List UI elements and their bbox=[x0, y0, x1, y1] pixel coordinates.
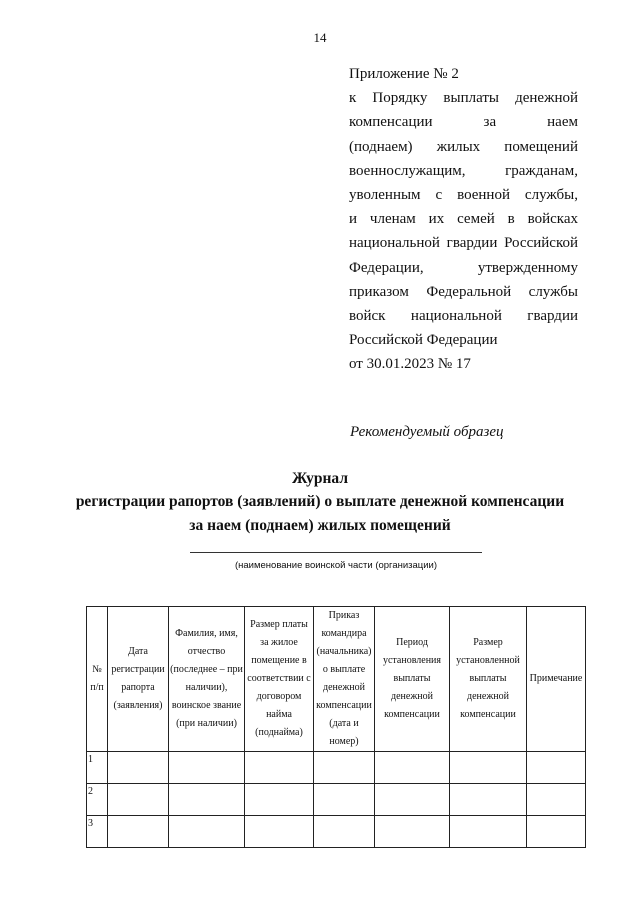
table-row bbox=[87, 816, 586, 848]
column-header-order: Приказ командира (начальника) о выплате денежной компенсации (дата и номер) bbox=[314, 607, 375, 752]
table-header-row bbox=[87, 607, 586, 752]
appendix-line: уволенным с военной службы, bbox=[349, 187, 578, 204]
table-cell bbox=[245, 784, 314, 816]
table-cell bbox=[314, 816, 375, 848]
table-cell bbox=[527, 752, 586, 784]
journal-title: Журнал bbox=[291, 470, 349, 487]
column-header-note: Примечание bbox=[527, 607, 586, 752]
appendix-line: Федерации, утвержденному bbox=[349, 259, 578, 276]
row-number: 1 bbox=[87, 752, 108, 784]
appendix-line: к Порядку выплаты денежной bbox=[349, 90, 578, 107]
table-cell bbox=[108, 752, 169, 784]
table-cell bbox=[450, 752, 527, 784]
table-cell bbox=[314, 752, 375, 784]
table-cell bbox=[375, 784, 450, 816]
column-header-date: Дата регистрации рапорта (заявления) bbox=[108, 607, 169, 752]
appendix-line: военнослужащим, гражданам, bbox=[349, 162, 578, 179]
table-row bbox=[87, 784, 586, 816]
column-header-rent: Размер платы за жилое помещение в соответствии с договором найма (поднайма) bbox=[245, 607, 314, 752]
appendix-line: и членам их семей в войсках bbox=[349, 211, 578, 228]
appendix-line: войск национальной гвардии bbox=[349, 308, 578, 325]
appendix-line: (поднаем) жилых помещений bbox=[349, 138, 578, 155]
appendix-line: национальной гвардии Российской bbox=[349, 235, 578, 252]
table-cell bbox=[245, 752, 314, 784]
row-number: 3 bbox=[87, 816, 108, 848]
appendix-line: компенсации за наем bbox=[349, 114, 578, 131]
journal-subtitle-line: за наем (поднаем) жилых помещений bbox=[189, 517, 451, 534]
journal-subtitle-line: регистрации рапортов (заявлений) о выплате денежной компенсации bbox=[75, 493, 565, 510]
table-cell bbox=[375, 752, 450, 784]
table-cell bbox=[108, 784, 169, 816]
table-cell bbox=[314, 784, 375, 816]
sample-label: Рекомендуемый образец bbox=[350, 424, 504, 440]
table-cell bbox=[245, 816, 314, 848]
table-row bbox=[87, 752, 586, 784]
table-cell bbox=[108, 816, 169, 848]
table-cell bbox=[169, 784, 245, 816]
appendix-date: от 30.01.2023 № 17 bbox=[349, 356, 471, 373]
unit-name-caption: (наименование воинской части (организации) bbox=[234, 560, 438, 571]
table-cell bbox=[450, 784, 527, 816]
table-cell bbox=[527, 784, 586, 816]
appendix-line: Российской Федерации bbox=[349, 332, 498, 349]
appendix-line: приказом Федеральной службы bbox=[349, 283, 578, 300]
column-header-name: Фамилия, имя, отчество (последнее – при наличии), воинское звание (при наличии) bbox=[169, 607, 245, 752]
column-header-period: Период установления выплаты денежной компенсации bbox=[375, 607, 450, 752]
table-cell bbox=[527, 816, 586, 848]
table-cell bbox=[375, 816, 450, 848]
appendix-heading: Приложение № 2 bbox=[349, 66, 459, 82]
row-number: 2 bbox=[87, 784, 108, 816]
unit-name-line bbox=[190, 552, 482, 553]
table-cell bbox=[169, 816, 245, 848]
page-number: 14 bbox=[313, 30, 327, 45]
table-cell bbox=[169, 752, 245, 784]
column-header-amount: Размер установленной выплаты денежной компенсации bbox=[450, 607, 527, 752]
appendix-block bbox=[349, 62, 578, 377]
table-cell bbox=[450, 816, 527, 848]
journal-table bbox=[86, 606, 586, 848]
column-header-number: № п/п bbox=[87, 607, 108, 752]
